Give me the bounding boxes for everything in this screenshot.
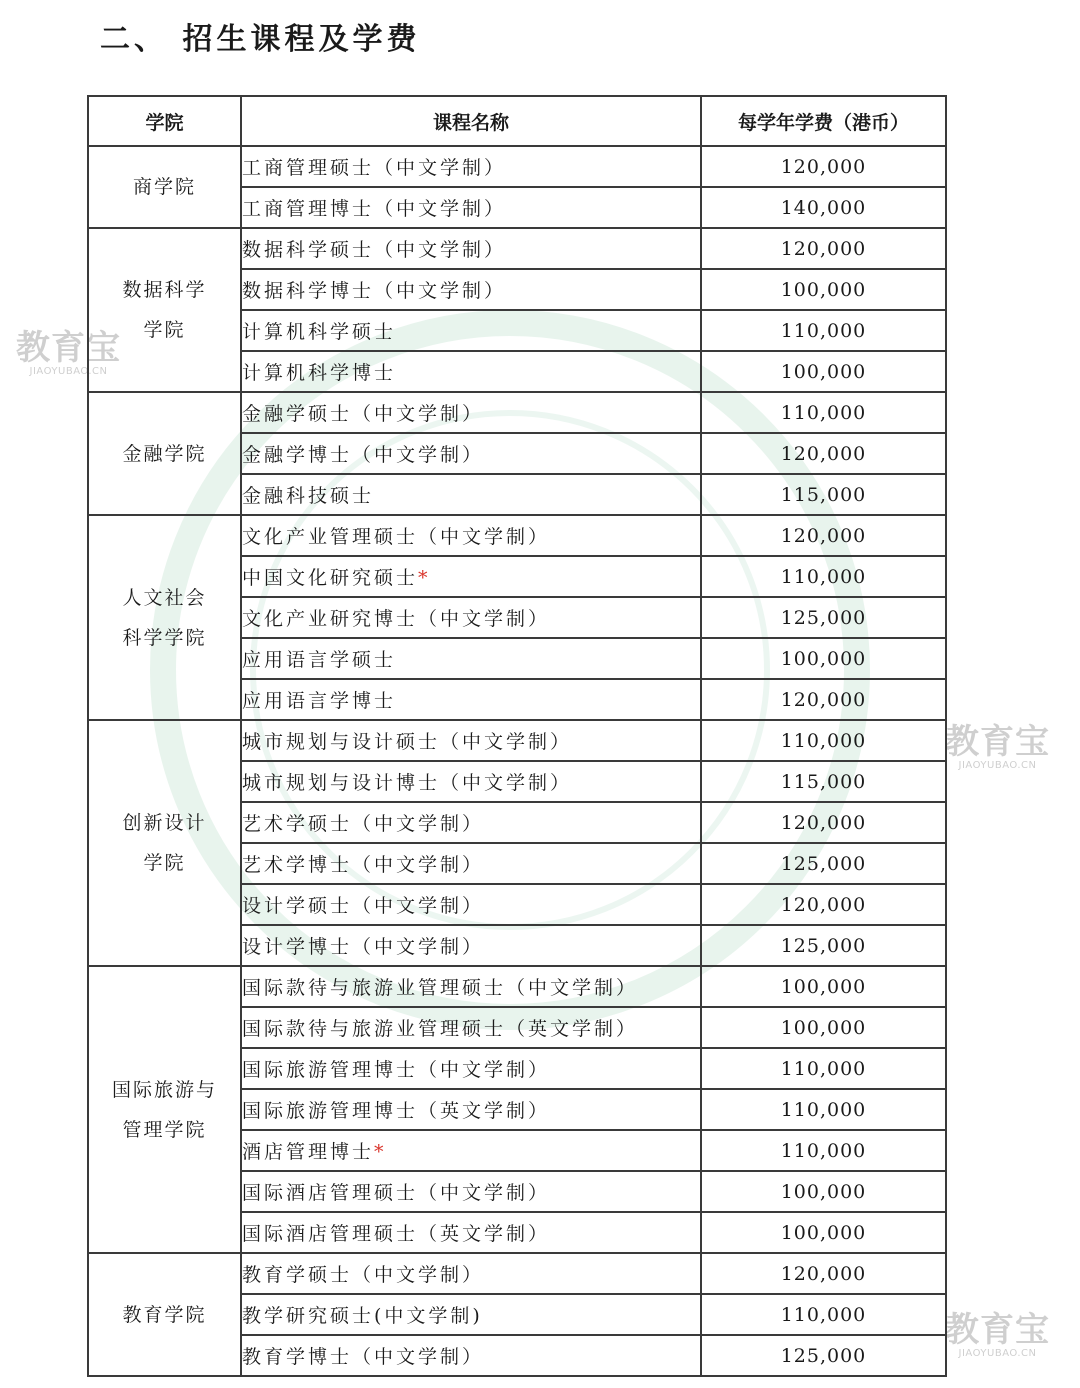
watermark-cn: 教育宝 (16, 328, 121, 368)
fee-cell: 110,000 (701, 392, 946, 433)
course-cell (241, 1048, 701, 1089)
fee-cell: 100,000 (701, 351, 946, 392)
course-name: 中国文化研究硕士 (242, 567, 419, 589)
course-cell (241, 638, 701, 679)
header-fee: 每学年学费（港币） (701, 96, 946, 146)
fee-cell: 120,000 (701, 679, 946, 720)
course-cell (241, 187, 701, 228)
course-name: 艺术学博士（中文学制） (242, 854, 485, 876)
school-cell (88, 146, 241, 228)
course-name: 艺术学硕士（中文学制） (242, 813, 485, 835)
course-name: 数据科学硕士（中文学制） (242, 239, 507, 261)
school-name-line: 学院 (143, 852, 186, 874)
site-watermark (945, 724, 1050, 772)
fee-cell: 140,000 (701, 187, 946, 228)
school-name-line: 科学学院 (122, 626, 207, 649)
school-cell (88, 1253, 241, 1376)
school-name-line: 创新设计 (122, 812, 207, 834)
table-body (88, 146, 946, 1376)
fee-cell: 100,000 (701, 1212, 946, 1253)
fee-cell: 100,000 (701, 1007, 946, 1048)
watermark-cn: 教育宝 (945, 722, 1050, 762)
fee-cell: 120,000 (701, 515, 946, 556)
fee-cell: 110,000 (701, 1089, 946, 1130)
table-row (88, 720, 946, 761)
fee-cell: 100,000 (701, 638, 946, 679)
fee-cell: 125,000 (701, 843, 946, 884)
course-name: 城市规划与设计硕士（中文学制） (242, 731, 573, 753)
school-name-line: 人文社会 (122, 586, 207, 609)
course-cell (241, 392, 701, 433)
course-cell (241, 1007, 701, 1048)
fee-cell: 110,000 (701, 720, 946, 761)
course-cell (241, 1335, 701, 1376)
course-cell (241, 925, 701, 966)
footnote-star: * (374, 1141, 387, 1163)
watermark-en: JIAOYUBAO.CN (958, 1348, 1037, 1359)
course-cell (241, 1294, 701, 1335)
course-cell (241, 269, 701, 310)
school-name-line: 学院 (143, 319, 186, 341)
fee-cell: 120,000 (701, 802, 946, 843)
course-name: 工商管理硕士（中文学制） (242, 157, 507, 179)
course-name: 金融学博士（中文学制） (242, 444, 485, 466)
course-cell (241, 966, 701, 1007)
table-row (88, 515, 946, 556)
header-course: 课程名称 (241, 96, 701, 146)
course-name: 教学研究硕士(中文学制) (242, 1305, 483, 1327)
course-name: 教育学硕士（中文学制） (242, 1264, 485, 1286)
fee-cell: 110,000 (701, 1048, 946, 1089)
course-cell (241, 1089, 701, 1130)
fee-cell: 125,000 (701, 1335, 946, 1376)
course-cell (241, 1212, 701, 1253)
course-name: 设计学博士（中文学制） (242, 936, 485, 958)
course-name: 酒店管理博士 (242, 1141, 375, 1163)
school-name-line: 金融学院 (122, 442, 207, 465)
school-name-line: 商学院 (132, 176, 196, 198)
course-name: 金融学硕士（中文学制） (242, 403, 485, 425)
course-cell (241, 843, 701, 884)
course-cell (241, 597, 701, 638)
course-name: 应用语言学博士 (242, 690, 397, 712)
school-cell (88, 228, 241, 392)
course-name: 数据科学博士（中文学制） (242, 280, 507, 302)
fee-cell: 110,000 (701, 556, 946, 597)
course-cell (241, 146, 701, 187)
course-name: 计算机科学硕士 (242, 321, 397, 343)
fee-cell: 100,000 (701, 269, 946, 310)
course-name: 文化产业研究博士（中文学制） (242, 608, 551, 630)
table-row (88, 966, 946, 1007)
course-name: 设计学硕士（中文学制） (242, 895, 485, 917)
course-cell (241, 474, 701, 515)
table-row (88, 1253, 946, 1294)
fee-cell: 110,000 (701, 310, 946, 351)
course-cell (241, 679, 701, 720)
course-name: 教育学博士（中文学制） (242, 1346, 485, 1368)
fee-cell: 100,000 (701, 1171, 946, 1212)
course-cell (241, 884, 701, 925)
course-name: 国际酒店管理硕士（中文学制） (242, 1182, 551, 1204)
course-cell (241, 1171, 701, 1212)
fee-cell: 115,000 (701, 474, 946, 515)
header-row (88, 96, 946, 146)
course-name: 工商管理博士（中文学制） (242, 198, 507, 220)
footnote-star: * (418, 567, 431, 589)
fee-cell: 100,000 (701, 966, 946, 1007)
course-name: 国际旅游管理博士（英文学制） (242, 1100, 551, 1122)
fee-cell: 120,000 (701, 884, 946, 925)
course-cell (241, 1253, 701, 1294)
school-name-line: 国际旅游与 (111, 1078, 217, 1101)
watermark-en: JIAOYUBAO.CN (29, 366, 108, 377)
school-name-line: 数据科学 (122, 279, 207, 301)
tuition-table (87, 95, 947, 1377)
course-cell (241, 802, 701, 843)
course-cell (241, 720, 701, 761)
course-cell (241, 761, 701, 802)
course-name: 金融科技硕士 (242, 485, 375, 507)
course-name: 国际酒店管理硕士（英文学制） (242, 1223, 551, 1245)
table-row (88, 228, 946, 269)
fee-cell: 120,000 (701, 228, 946, 269)
course-name: 应用语言学硕士 (242, 649, 397, 671)
table-row (88, 146, 946, 187)
site-watermark (945, 1312, 1050, 1360)
fee-cell: 125,000 (701, 925, 946, 966)
course-name: 城市规划与设计博士（中文学制） (242, 772, 573, 794)
course-cell (241, 1130, 701, 1171)
course-name: 文化产业管理硕士（中文学制） (242, 526, 551, 548)
school-cell (88, 966, 241, 1253)
course-cell (241, 433, 701, 474)
course-name: 国际款待与旅游业管理硕士（中文学制） (242, 977, 639, 999)
course-cell (241, 310, 701, 351)
course-cell (241, 228, 701, 269)
school-cell (88, 392, 241, 515)
course-name: 国际款待与旅游业管理硕士（英文学制） (242, 1018, 639, 1040)
header-school: 学院 (88, 96, 241, 146)
school-name-line: 教育学院 (122, 1303, 207, 1326)
fee-cell: 110,000 (701, 1294, 946, 1335)
school-name-line: 管理学院 (122, 1118, 207, 1141)
fee-cell: 125,000 (701, 597, 946, 638)
course-cell (241, 556, 701, 597)
section-heading: 二、 招生课程及学费 (100, 22, 421, 57)
fee-cell: 115,000 (701, 761, 946, 802)
table-row (88, 392, 946, 433)
fee-cell: 120,000 (701, 146, 946, 187)
fee-cell: 110,000 (701, 1130, 946, 1171)
school-cell (88, 720, 241, 966)
course-cell (241, 351, 701, 392)
fee-cell: 120,000 (701, 433, 946, 474)
course-name: 国际旅游管理博士（中文学制） (242, 1059, 551, 1081)
school-cell (88, 515, 241, 720)
watermark-cn: 教育宝 (945, 1310, 1050, 1350)
fee-cell: 120,000 (701, 1253, 946, 1294)
course-name: 计算机科学博士 (242, 362, 397, 384)
watermark-en: JIAOYUBAO.CN (958, 760, 1037, 771)
course-cell (241, 515, 701, 556)
